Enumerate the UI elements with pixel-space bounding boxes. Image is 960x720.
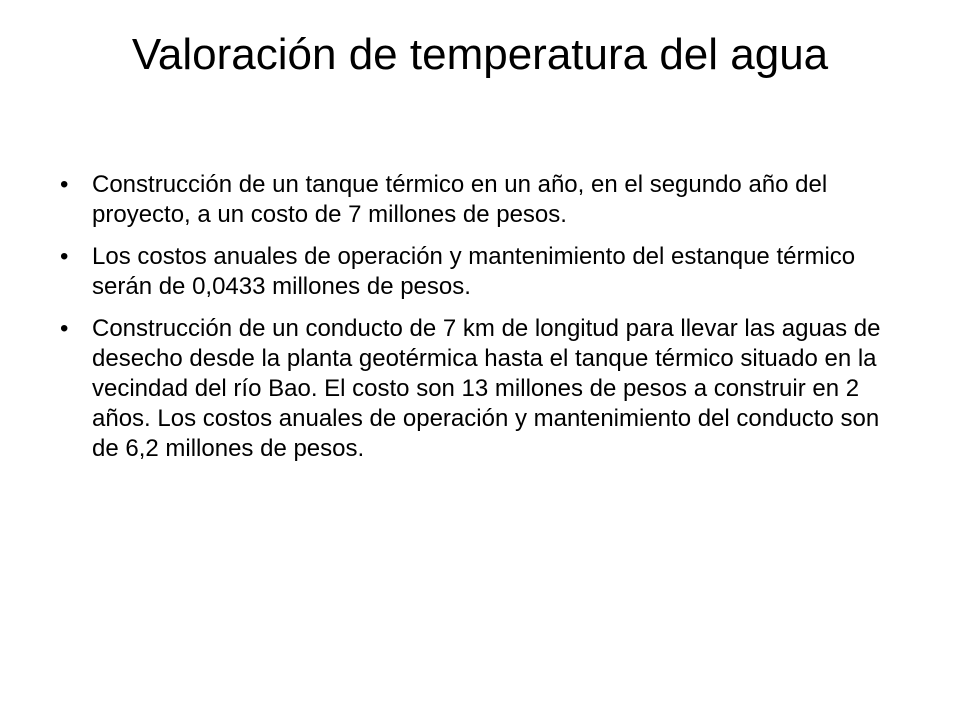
bullet-item xyxy=(60,242,900,302)
bullet-marker: • xyxy=(60,171,69,198)
bullet-item xyxy=(60,314,900,464)
bullet-marker: • xyxy=(60,243,69,270)
bullet-marker: • xyxy=(60,315,69,342)
bullet-text: Construcción de un conducto de 7 km de longitud para llevar las aguas de desecho desde la planta geotérmica hasta el tanque térmico situado en la vecindad del río Bao. El costo son 13 millones de pesos a construir en 2 años. Los costos anuales de operación y mantenimiento del conducto son de 6,2 millones de pesos. xyxy=(92,315,881,462)
bullet-item xyxy=(60,170,900,230)
bullet-text: Construcción de un tanque térmico en un año, en el segundo año del proyecto, a un costo de 7 millones de pesos. xyxy=(92,171,828,228)
bullet-list xyxy=(60,170,900,476)
bullet-text: Los costos anuales de operación y mantenimiento del estanque térmico serán de 0,0433 millones de pesos. xyxy=(92,243,856,300)
slide-title: Valoración de temperatura del agua xyxy=(131,30,829,79)
